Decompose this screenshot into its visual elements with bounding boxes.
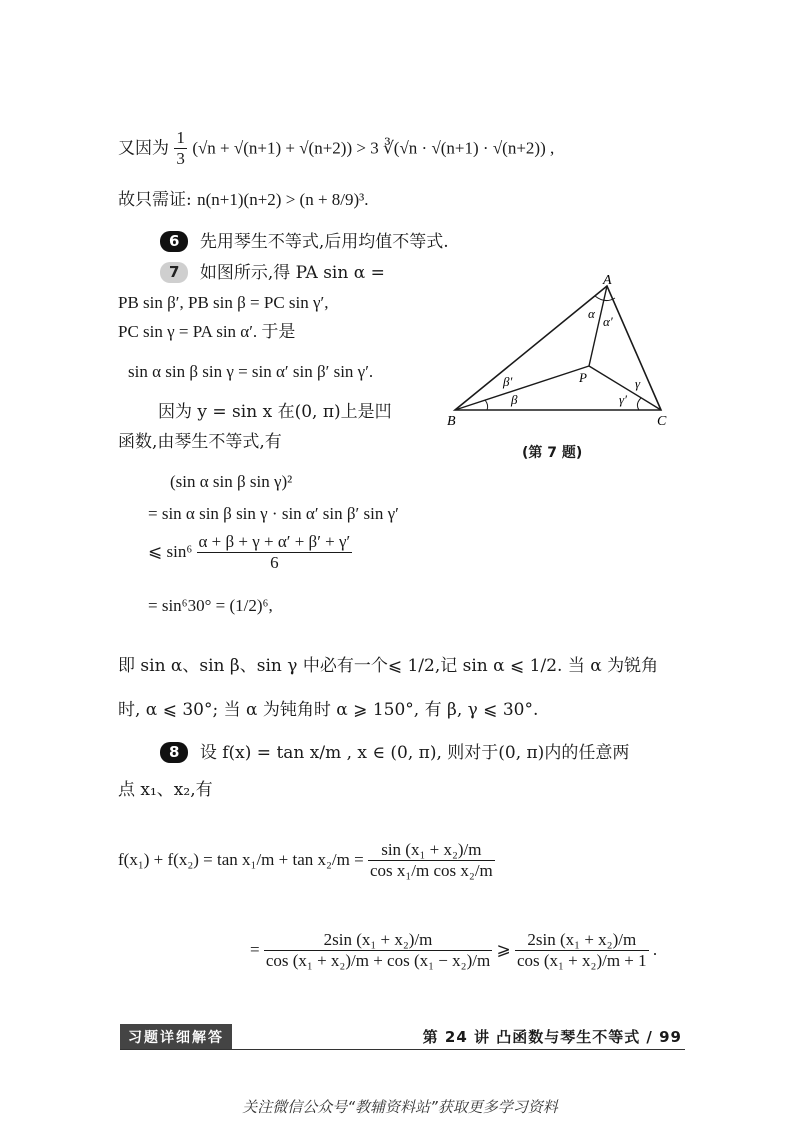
line-16 bbox=[160, 742, 629, 763]
line-1-math: (√n + √(n+1) + √(n+2)) > 3 ∛(√n · √(n+1) · √(n+2)) , bbox=[192, 138, 555, 158]
segment-pb bbox=[455, 366, 589, 410]
label-gamma-prime: γ′ bbox=[619, 392, 627, 407]
one-third-fraction bbox=[174, 128, 187, 170]
line-2-math: n(n+1)(n+2) > (n + 8/9)³. bbox=[197, 190, 369, 209]
problem-7-badge: 7 bbox=[160, 262, 188, 283]
problem-8-badge: 8 bbox=[160, 742, 188, 763]
footer-divider bbox=[120, 1049, 685, 1050]
label-beta: β bbox=[511, 392, 518, 407]
line-7: sin α sin β sin γ = sin α′ sin β′ sin γ′. bbox=[128, 362, 374, 381]
line-18-fraction bbox=[368, 840, 495, 882]
footer-section-tag: 习题详细解答 bbox=[120, 1024, 232, 1050]
line-8: 因为 y = sin x 在(0, π)上是凹 bbox=[158, 402, 392, 422]
line-19-end: . bbox=[652, 939, 658, 959]
triangle-figure bbox=[445, 272, 675, 432]
angle-arc-c bbox=[637, 398, 641, 410]
label-a: A bbox=[603, 273, 612, 288]
one-third-den: 3 bbox=[176, 149, 185, 169]
line-2-prefix: 故只需证: bbox=[118, 190, 192, 210]
label-gamma: γ bbox=[635, 376, 641, 391]
line-14: 即 sin α、sin β、sin γ 中必有一个⩽ 1/2,记 sin α ⩽ 1/2. 当 α 为锐角 bbox=[118, 656, 659, 676]
line-12-den: 6 bbox=[270, 553, 279, 573]
line-18-lhs: f(x₁) + f(x₂) = tan x₁/m + tan x₂/m = bbox=[118, 849, 364, 869]
line-16-text: 设 f(x) = tan x/m , x ∈ (0, π), 则对于(0, π)内的任意两 bbox=[199, 743, 630, 763]
line-10: (sin α sin β sin γ)² bbox=[170, 472, 293, 491]
line-3 bbox=[160, 231, 449, 252]
line-1 bbox=[118, 128, 554, 170]
line-19-num: 2sin (x₁ + x₂)/m bbox=[264, 930, 492, 951]
footer-chapter-page: 第 24 讲 凸函数与琴生不等式 / 99 bbox=[422, 1028, 682, 1046]
line-6: PC sin γ = PA sin α′. 于是 bbox=[118, 322, 296, 341]
line-19-ge: ⩾ bbox=[496, 939, 511, 959]
label-b: B bbox=[447, 414, 456, 429]
label-c: C bbox=[657, 414, 667, 429]
line-5: PB sin β′, PB sin β = PC sin γ′, bbox=[118, 293, 329, 312]
line-18 bbox=[118, 840, 495, 882]
label-p: P bbox=[579, 370, 587, 385]
line-2 bbox=[118, 190, 369, 210]
line-18-num: sin (x₁ + x₂)/m bbox=[368, 840, 495, 861]
line-15: 时, α ⩽ 30°; 当 α 为钝角时 α ⩾ 150°, 有 β, γ ⩽ 30°. bbox=[118, 700, 539, 720]
line-11: = sin α sin β sin γ · sin α′ sin β′ sin γ′ bbox=[148, 504, 399, 523]
label-beta-prime: β′ bbox=[503, 374, 513, 389]
line-13: = sin⁶30° = (1/2)⁶, bbox=[148, 596, 273, 615]
line-17: 点 x₁、x₂,有 bbox=[118, 780, 213, 800]
label-alpha-prime: α′ bbox=[603, 314, 613, 329]
figure-caption: (第 7 题) bbox=[522, 445, 583, 461]
line-19-den: cos (x₁ + x₂)/m + cos (x₁ − x₂)/m bbox=[265, 951, 491, 971]
line-1-prefix: 又因为 bbox=[118, 138, 169, 159]
line-12 bbox=[148, 532, 352, 574]
line-18-den: cos x₁/m cos x₂/m bbox=[369, 861, 493, 881]
problem-6-badge: 6 bbox=[160, 231, 188, 252]
line-19 bbox=[250, 930, 657, 972]
watermark-text: 关注微信公众号“教辅资料站”获取更多学习资料 bbox=[242, 1098, 558, 1116]
line-19-fraction-1 bbox=[264, 930, 492, 972]
line-12-fraction bbox=[197, 532, 353, 574]
angle-arc-b bbox=[485, 400, 488, 410]
line-4 bbox=[160, 262, 385, 283]
line-4-text: 如图所示,得 PA sin α = bbox=[199, 263, 385, 283]
line-12-prefix: ⩽ sin⁶ bbox=[148, 541, 193, 561]
line-19-eq: = bbox=[250, 939, 260, 959]
line-19-fraction-2 bbox=[515, 930, 649, 972]
line-3-text: 先用琴生不等式,后用均值不等式. bbox=[199, 232, 449, 252]
line-9: 函数,由琴生不等式,有 bbox=[118, 432, 282, 452]
one-third-num: 1 bbox=[174, 128, 187, 149]
line-19-den2: cos (x₁ + x₂)/m + 1 bbox=[516, 951, 647, 971]
label-alpha: α bbox=[588, 306, 595, 321]
line-12-num: α + β + γ + α′ + β′ + γ′ bbox=[197, 532, 353, 553]
line-19-num2: 2sin (x₁ + x₂)/m bbox=[515, 930, 649, 951]
